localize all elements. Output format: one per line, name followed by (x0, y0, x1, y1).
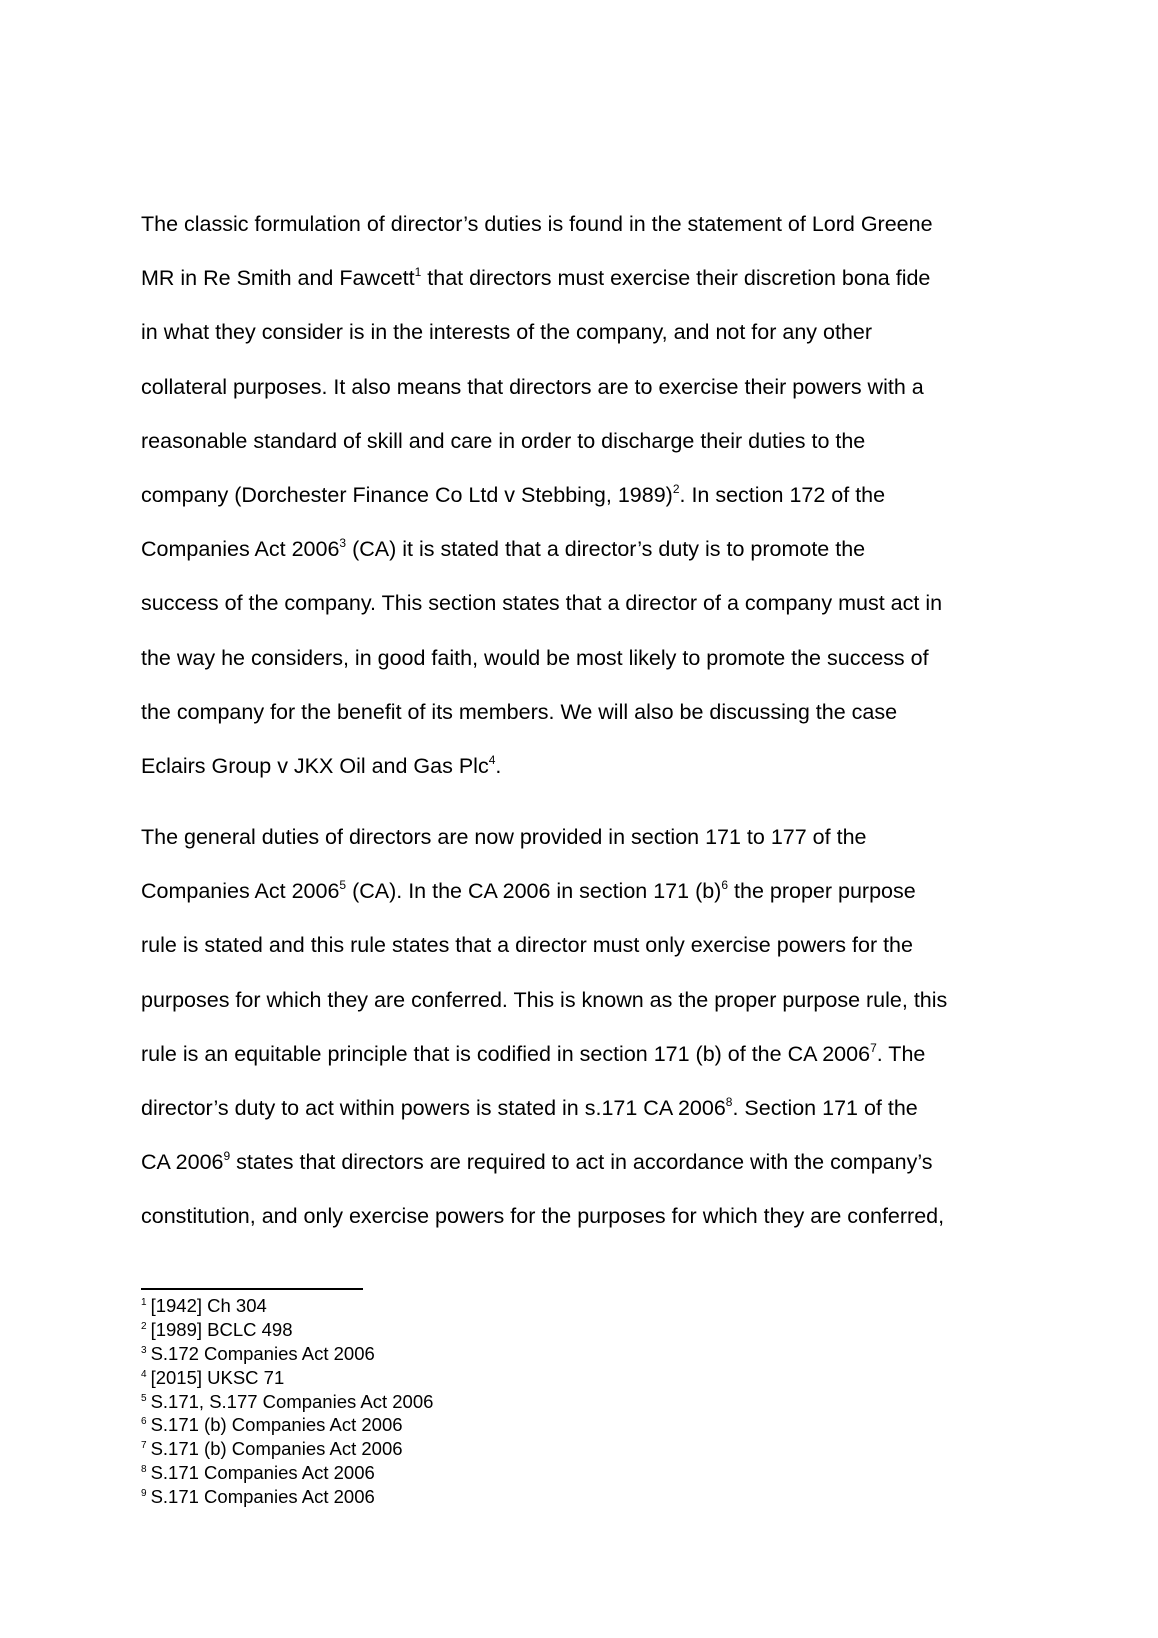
footnote-reference: 2 (672, 481, 680, 496)
text-segment: company (Dorchester Finance Co Ltd v Stebbing, 1989) (141, 482, 673, 507)
footnote-separator (141, 1288, 363, 1290)
text-line (141, 1027, 1021, 1081)
text-segment: The classic formulation of director’s duties is found in the statement of Lord Greene (141, 212, 933, 236)
text-line (141, 973, 1021, 1027)
text-segment: Companies Act 2006 (141, 879, 340, 904)
text-segment: . Section 171 of the (732, 1096, 918, 1120)
footnote-item (141, 1366, 841, 1390)
footnote-number: 5 (141, 1392, 147, 1404)
text-line (141, 1081, 1021, 1135)
text-segment: the company for the benefit of its members. We will also be discussing the case (141, 699, 898, 724)
text-segment: rule is an equitable principle that is codified in section 171 (b) of the CA 2006 (141, 1041, 871, 1066)
text-segment: The general duties of directors are now provided in section 171 to 177 of the (141, 825, 867, 850)
footnote-number: 9 (141, 1488, 147, 1500)
text-segment: constitution, and only exercise powers for the purposes for which they are conferred, (141, 1204, 945, 1229)
footnote-item (141, 1485, 841, 1509)
footnote-number: 3 (141, 1344, 147, 1356)
text-segment: Eclairs Group v JKX Oil and Gas Plc (141, 753, 489, 778)
footnote-text: [1942] Ch 304 (150, 1295, 267, 1316)
footnote-number: 8 (141, 1464, 147, 1476)
text-segment: purposes for which they are conferred. This is known as the proper purpose rule, this (141, 987, 948, 1012)
text-segment: states that directors are required to act in accordance with the company’s (230, 1150, 933, 1175)
footnote-item (141, 1342, 841, 1366)
text-line (141, 739, 1021, 793)
text-line (141, 864, 1021, 918)
footnote-number: 6 (141, 1416, 147, 1428)
footnote-text: S.171 (b) Companies Act 2006 (150, 1438, 403, 1460)
text-line (141, 360, 1021, 414)
text-segment: Companies Act 2006 (141, 537, 340, 562)
footnote-reference: 3 (339, 536, 347, 551)
footnote-reference: 4 (488, 752, 496, 767)
footnote-number: 4 (141, 1368, 147, 1380)
footnote-text: S.171 (b) Companies Act 2006 (150, 1414, 403, 1436)
text-line (141, 631, 1021, 685)
text-segment: reasonable standard of skill and care in order to discharge their duties to the (141, 428, 866, 453)
paragraph (141, 197, 1021, 793)
text-line (141, 918, 1021, 972)
text-segment: that directors must exercise their discretion bona fide (421, 266, 931, 291)
footnote-item (141, 1318, 841, 1342)
text-segment: in what they consider is in the interests of the company, and not for any other (141, 320, 873, 345)
paragraph (141, 810, 1021, 1244)
footnote-number: 2 (141, 1320, 147, 1332)
footnote-reference: 7 (870, 1040, 877, 1055)
text-segment: rule is stated and this rule states that a director must only exercise powers for the (141, 933, 913, 958)
footnote-text: S.171, S.177 Companies Act 2006 (150, 1390, 434, 1412)
footnote-text: [2015] UKSC 71 (150, 1366, 285, 1388)
footnote-item (141, 1413, 841, 1437)
text-segment: the proper purpose (728, 879, 916, 904)
footnote-number: 1 (141, 1297, 147, 1308)
text-line (141, 197, 1021, 251)
text-segment: success of the company. This section states that a director of a company must act in (141, 591, 943, 616)
text-line (141, 810, 1021, 864)
text-line (141, 251, 1021, 305)
footnote-item (141, 1437, 841, 1461)
paragraph-gap (141, 793, 1021, 810)
text-segment: the way he considers, in good faith, would be most likely to promote the success of (141, 645, 929, 670)
text-line (141, 414, 1021, 468)
text-segment: director’s duty to act within powers is stated in s.171 CA 2006 (141, 1096, 726, 1120)
footnote-reference: 6 (721, 878, 729, 893)
footnote-number: 7 (141, 1440, 147, 1452)
text-segment: (CA). In the CA 2006 in section 171 (b) (346, 879, 722, 904)
footnote-item (141, 1390, 841, 1414)
text-line (141, 1189, 1021, 1243)
text-segment: CA 2006 (141, 1150, 224, 1175)
footnote-reference: 8 (725, 1095, 733, 1109)
footnote-text: [1989] BCLC 498 (150, 1318, 293, 1340)
text-line (141, 522, 1021, 576)
footnote-reference: 1 (414, 265, 422, 280)
text-segment: . The (876, 1041, 926, 1066)
text-line (141, 685, 1021, 739)
text-line (141, 1135, 1021, 1189)
text-segment: . (495, 753, 502, 778)
footnote-reference: 9 (223, 1149, 231, 1164)
text-segment: . In section 172 of the (679, 482, 886, 507)
footnote-reference: 5 (339, 878, 347, 893)
footnote-text: S.171 Companies Act 2006 (150, 1486, 375, 1508)
footnote-text: S.172 Companies Act 2006 (150, 1342, 375, 1364)
text-segment: collateral purposes. It also means that directors are to exercise their powers with a (141, 374, 924, 399)
text-segment: MR in Re Smith and Fawcett (141, 266, 415, 291)
text-line (141, 305, 1021, 359)
footnote-text: S.171 Companies Act 2006 (150, 1462, 375, 1484)
text-line (141, 576, 1021, 630)
text-segment: (CA) it is stated that a director’s duty is to promote the (346, 537, 866, 562)
footnote-item (141, 1294, 841, 1318)
text-line (141, 468, 1021, 522)
body-text (141, 197, 1021, 1244)
footnote-item (141, 1461, 841, 1485)
footnotes (141, 1294, 841, 1509)
